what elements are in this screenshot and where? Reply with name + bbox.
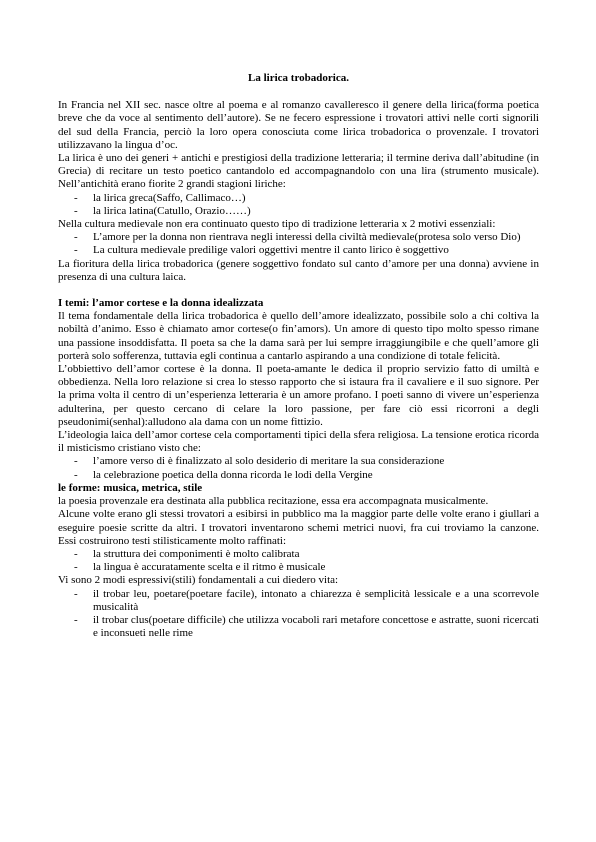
list-item: - L’amore per la donna non rientrava negli interessi della civiltà medievale(protesa solo verso Dio) xyxy=(74,231,521,244)
list-item: - il trobar clus(poetare difficile) che utilizza vocaboli rari metafore concettose e astratte, suoni ricercati e inconsueti nelle rime xyxy=(74,613,539,640)
forms-paragraph-2: Alcune volte erano gli stessi trovatori a esibirsi in pubblico ma la maggior parte delle volte erano i giullari a eseguire poesie scritte da altri. I trovatori inventarono schemi metrici nuovi, fra cui troviamo la canzone. Essi costruirono testi stilisticamente molto raffinati: xyxy=(58,508,539,547)
themes-paragraph-3: L’ideologia laica dell’amor cortese cela comportamenti tipici della sfera religiosa. La tensione erotica ricorda il misticismo cristiano visto che: xyxy=(58,429,539,455)
list-item: - la lirica greca(Saffo, Callimaco…) xyxy=(74,191,246,204)
dash-bullet: - xyxy=(74,561,78,574)
trobar-styles-list xyxy=(58,588,539,641)
intro-paragraph-3: Nella cultura medievale non era continuato questo tipo di tradizione letteraria x 2 motivi essenziali: xyxy=(58,218,496,231)
lyric-seasons-list xyxy=(58,192,539,218)
dash-bullet: - xyxy=(74,547,78,560)
dash-bullet: - xyxy=(74,613,78,626)
forms-paragraph-1: la poesia provenzale era destinata alla pubblica recitazione, essa era accompagnata musicalmente. xyxy=(58,495,489,508)
themes-paragraph-2: L’obbiettivo dell’amor cortese è la donna. Il poeta-amante le dedica il proprio servizio fatto di umiltà e obbedienza. Nella loro relazione si crea lo stesso rapporto che si istaura fra il cavaliere e il suo signore. Per la prima volta il centro di un’esperienza letteraria è un amore profano. I poeti sanno di vivere un’esperienza adulterina, per questo cercano di celare la loro passione, per fare ciò essi ricorroni a degli pseudonimi(senhal):alludono ala dama con un nome fittizio. xyxy=(58,363,539,428)
intro-paragraph-4: La fioritura della lirica trobadorica (genere soggettivo fondato sul canto d’amore per una donna) avviene in presenza di una cultura laica. xyxy=(58,257,539,283)
list-item: - la celebrazione poetica della donna ricorda le lodi della Vergine xyxy=(74,468,373,481)
list-item: - il trobar leu, poetare(poetare facile), intonato a chiarezza è semplicità lessicale e a una scorrevole musicalità xyxy=(74,587,539,613)
themes-heading: I temi: l’amor cortese e la donna idealizzata xyxy=(58,297,264,310)
dash-bullet: - xyxy=(74,191,78,204)
dash-bullet: - xyxy=(74,231,78,244)
dash-bullet: - xyxy=(74,455,78,468)
style-features-list xyxy=(58,548,539,574)
dash-bullet: - xyxy=(74,204,78,217)
document-title: La lirica trobadorica. xyxy=(248,72,349,84)
intro-paragraph-1: In Francia nel XII sec. nasce oltre al poema e al romanzo cavalleresco il genere della lirica(forma poetica breve che da voce al sentimento dell’autore). Se ne fecero espressione i trovatori attivi nelle corti signorili del sud della Francia, perciò la loro opera conosciuta come lirica trobadorica o provenzale. I trovatori utilizzavano la lingua d’oc. xyxy=(58,99,539,151)
dash-bullet: - xyxy=(74,587,78,600)
document-body xyxy=(58,72,539,640)
list-item: - la struttura dei componimenti è molto calibrata xyxy=(74,547,300,560)
dash-bullet: - xyxy=(74,468,78,481)
medieval-reasons-list xyxy=(58,231,539,257)
dash-bullet: - xyxy=(74,244,78,257)
mysticism-list xyxy=(58,455,539,481)
section-spacer xyxy=(58,284,539,297)
intro-paragraph-2: La lirica è uno dei generi + antichi e prestigiosi della tradizione letteraria; il termine deriva dall’abitudine (in Grecia) di recitare un testo poetico cantandolo ed accompagnandolo con una lira (strumento musicale). Nell’antichità erano fiorite 2 grandi stagioni liriche: xyxy=(58,152,539,191)
list-item: - La cultura medievale predilige valori oggettivi mentre il canto lirico è soggettivo xyxy=(74,244,449,257)
list-item: - la lingua è accuratamente scelta e il ritmo è musicale xyxy=(74,561,326,574)
list-item: - l’amore verso di è finalizzato al solo desiderio di meritare la sua considerazione xyxy=(74,455,445,468)
forms-heading: le forme: musica, metrica, stile xyxy=(58,481,203,494)
themes-paragraph-1: Il tema fondamentale della lirica trobadorica è quello dell’amore idealizzato, possibile solo a chi coltiva la nobiltà d’animo. Esso è chiamato amor cortese(o fin’amors). Un amore di questo tipo molto spesso rimane una passione insoddisfatta. Il poeta sa che la dama sarà per lui sempre irraggiungibile e che quell’amore gli porterà solo sofferenza, tuttavia egli continua a cantarlo aspirando a una condizione di totale felicità. xyxy=(58,310,539,362)
list-item: - la lirica latina(Catullo, Orazio……) xyxy=(74,204,251,217)
forms-paragraph-3: Vi sono 2 modi espressivi(stili) fondamentali a cui diedero vita: xyxy=(58,574,339,587)
